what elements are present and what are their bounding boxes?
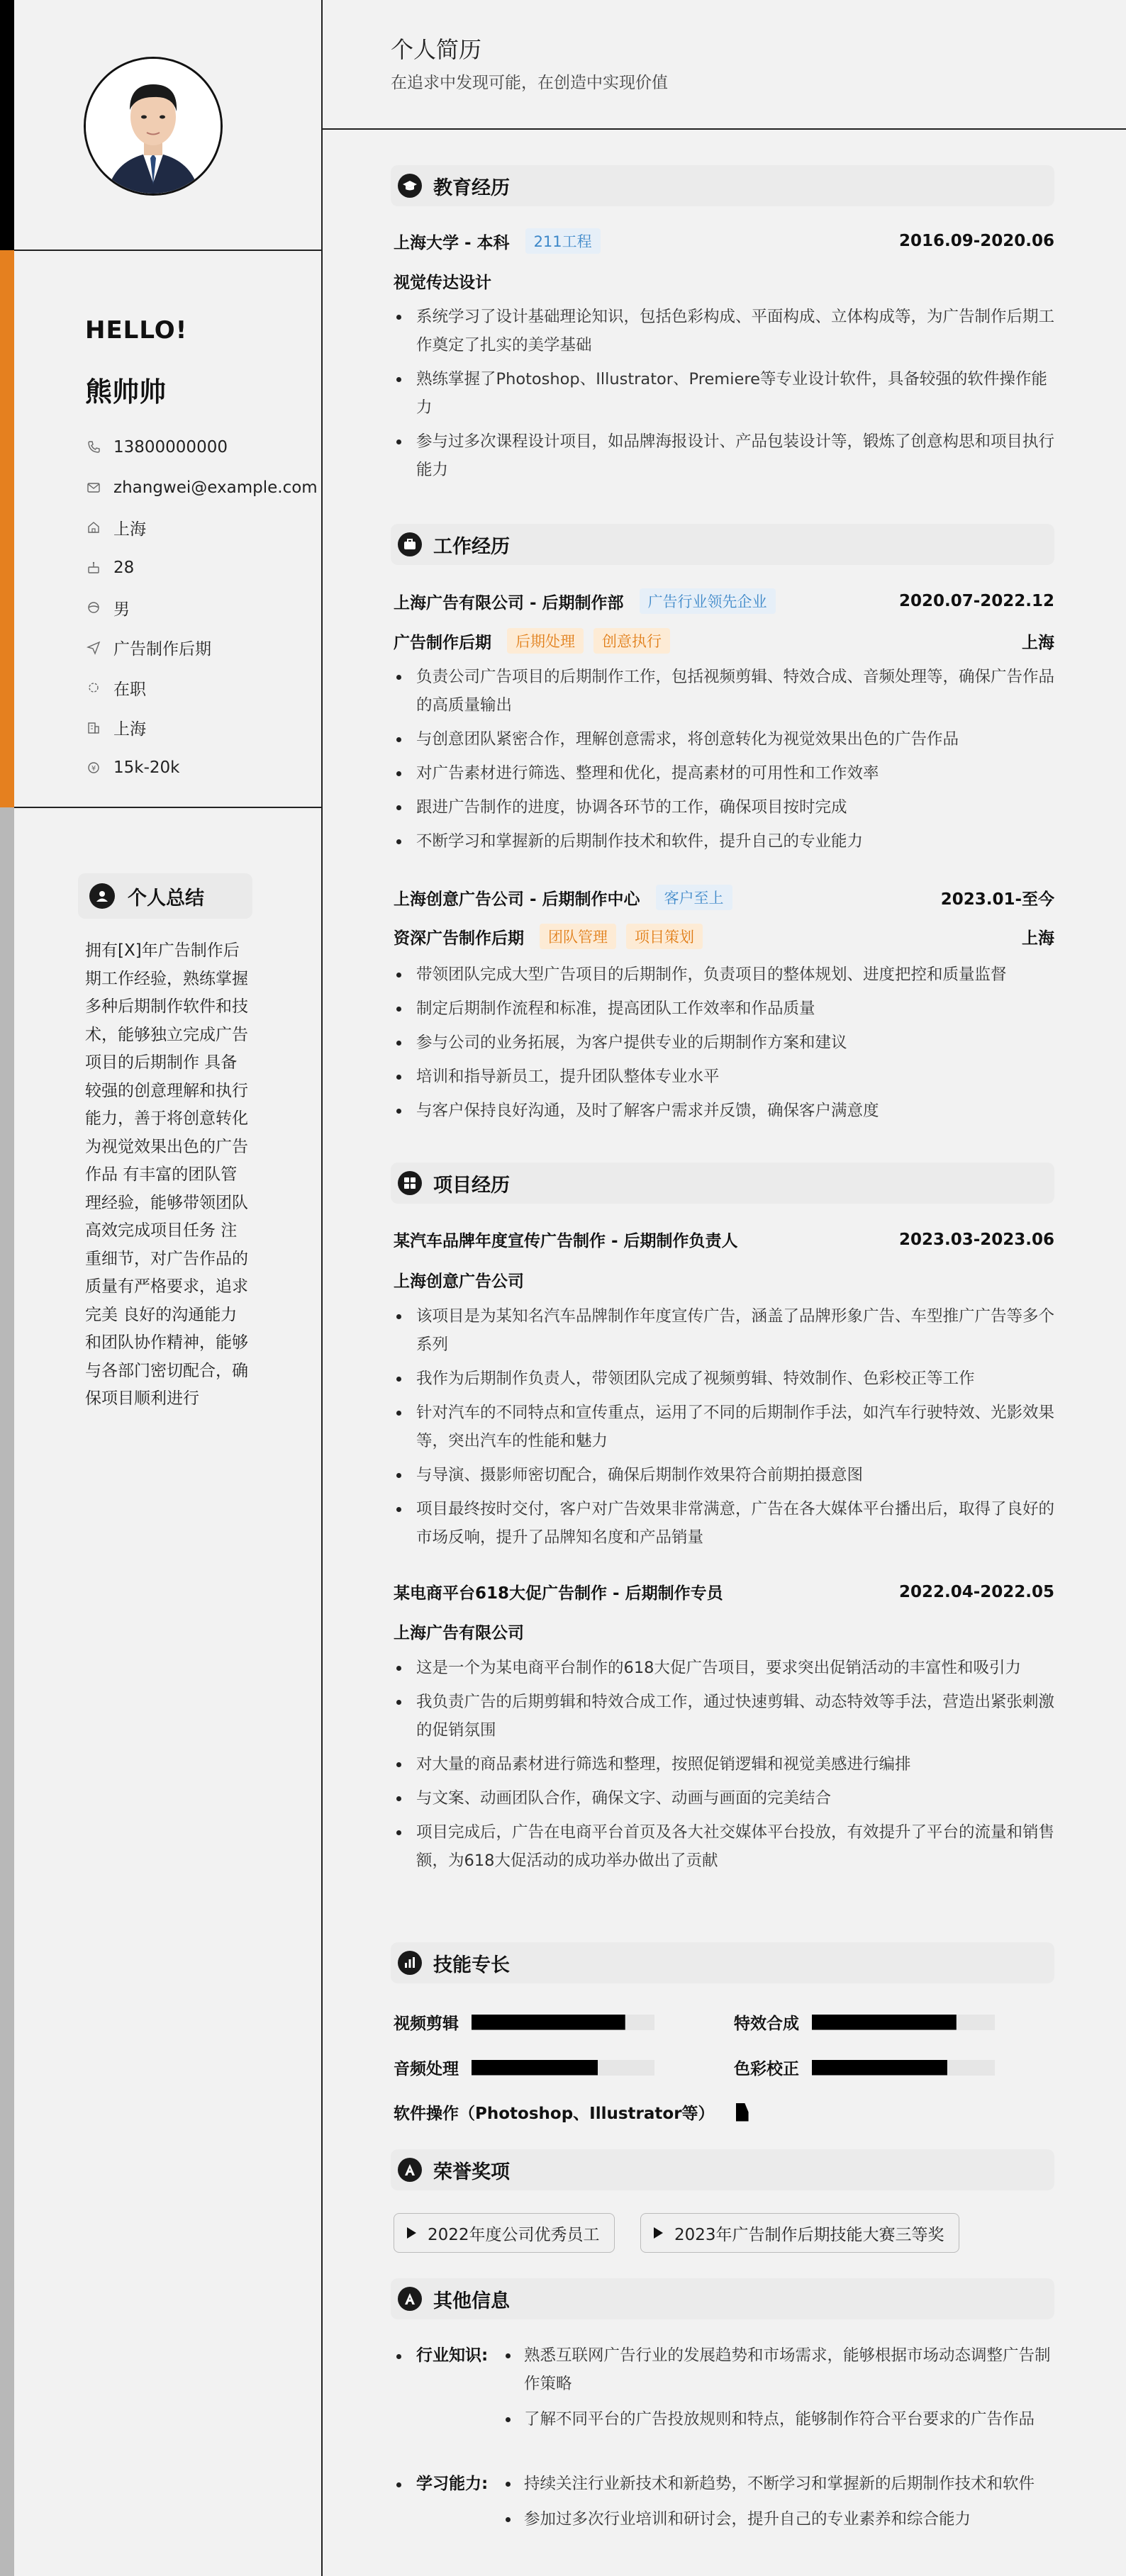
education-period: 2016.09-2020.06	[898, 232, 1054, 250]
header-divider	[323, 128, 1126, 130]
award-icon	[398, 2158, 422, 2182]
role-tag: 团队管理	[540, 924, 616, 949]
honors-header	[391, 2149, 1054, 2190]
salary-icon	[85, 759, 102, 776]
skill-fill	[812, 2015, 957, 2030]
send-icon	[85, 639, 102, 656]
list-item: 熟练掌握了Photoshop、Illustrator、Premiere等专业设计软件，具备较强的软件操作能力	[394, 365, 1054, 422]
other-info-key: 学习能力:	[416, 2475, 489, 2493]
skill-fill	[472, 2060, 598, 2076]
cake-icon	[85, 559, 102, 576]
job-points	[394, 961, 1054, 1131]
other-info-points	[501, 2470, 1054, 2541]
project-org: 上海广告有限公司	[394, 1624, 524, 1642]
list-item: 参加过多次行业培训和研讨会，提升自己的专业素养和综合能力	[501, 2505, 1054, 2533]
list-item: 与客户保持良好沟通，及时了解客户需求并反馈，确保客户满意度	[394, 1097, 1054, 1125]
education-points	[394, 303, 1054, 490]
list-item: 对广告素材进行筛选、整理和优化，提高素材的可用性和工作效率	[394, 759, 1054, 788]
project-points	[394, 1654, 1054, 1881]
role-tag: 创意执行	[593, 628, 670, 654]
skill-name: 视频剪辑	[394, 2015, 459, 2033]
home-icon	[85, 519, 102, 536]
bar-chart-icon	[398, 1951, 422, 1975]
honor-text: 2023年广告制作后期技能大赛三等奖	[674, 2225, 944, 2244]
summary-header	[78, 873, 252, 919]
list-item: 与导演、摄影师密切配合，确保后期制作效果符合前期拍摄意图	[394, 1461, 1054, 1489]
honors-title: 荣誉奖项	[433, 2161, 510, 2183]
work-title: 工作经历	[433, 535, 510, 558]
sidebar-accent-gray	[0, 807, 14, 2576]
building-icon	[85, 719, 102, 737]
page-title: 个人简历	[391, 36, 482, 63]
other-info-key: 行业知识:	[416, 2346, 489, 2365]
skill-fill	[812, 2060, 947, 2076]
projects-title: 项目经历	[433, 1174, 510, 1197]
list-item: 系统学习了设计基础理论知识，包括色彩构成、平面构成、立体构成等，为广告制作后期工作奠定了扎实的美学基础	[394, 303, 1054, 359]
skill-bar	[812, 2060, 995, 2076]
skill-item	[394, 2100, 749, 2124]
skill-item	[394, 2056, 654, 2079]
list-item: 对大量的商品素材进行筛选和整理，按照促销逻辑和视觉美感进行编排	[394, 1750, 1054, 1779]
info-phone	[85, 427, 318, 468]
skill-name: 色彩校正	[734, 2060, 799, 2078]
list-item: 带领团队完成大型广告项目的后期制作，负责项目的整体规划、进度把控和质量监督	[394, 961, 1054, 989]
info-a-icon	[398, 2287, 422, 2311]
page-subtitle: 在追求中发现可能，在创造中实现价值	[391, 74, 668, 92]
list-item: 培训和指导新员工，提升团队整体专业水平	[394, 1063, 1054, 1091]
info-text: 在职	[113, 680, 146, 699]
projects-header	[391, 1163, 1054, 1204]
avatar	[84, 57, 223, 196]
job-row	[394, 885, 1054, 910]
skill-bar	[472, 2060, 654, 2076]
job-company: 上海创意广告公司 - 后期制作中心	[394, 890, 640, 909]
info-text: 28	[113, 558, 135, 577]
list-item: 这是一个为某电商平台制作的618大促广告项目，要求突出促销活动的丰富性和吸引力	[394, 1654, 1054, 1682]
other-info-group	[394, 2341, 1054, 2441]
skill-item	[394, 2010, 654, 2034]
info-city	[85, 508, 318, 548]
list-item: 了解不同平台的广告投放规则和特点，能够制作符合平台要求的广告作品	[501, 2405, 1054, 2434]
skill-bar	[472, 2015, 654, 2030]
briefcase-icon	[398, 532, 422, 556]
list-item: 与创意团队紧密合作，理解创意需求，将创意转化为视觉效果出色的广告作品	[394, 725, 1054, 754]
work-header	[391, 524, 1054, 565]
info-text: 上海	[113, 520, 146, 539]
list-item: 跟进广告制作的进度，协调各环节的工作，确保项目按时完成	[394, 793, 1054, 822]
play-icon	[407, 2227, 416, 2239]
list-item: 持续关注行业新技术和新趋势，不断学习和掌握新的后期制作技术和软件	[501, 2470, 1054, 2498]
list-item: 参与过多次课程设计项目，如品牌海报设计、产品包装设计等，锻炼了创意构思和项目执行能力	[394, 427, 1054, 484]
info-text: 13800000000	[113, 438, 228, 457]
candidate-name: 熊帅帅	[85, 376, 167, 408]
sidebar-accent-orange	[0, 250, 14, 807]
list-item: 熟悉互联网广告行业的发展趋势和市场需求，能够根据市场动态调整广告制作策略	[501, 2341, 1054, 2398]
summary-title: 个人总结	[128, 887, 204, 909]
sidebar-divider	[14, 250, 323, 251]
other-info-group	[394, 2470, 1054, 2541]
summary-text: 拥有[X]年广告制作后期工作经验，熟练掌握多种后期制作软件和技术，能够独立完成广告项目的后期制作 具备较强的创意理解和执行能力，善于将创意转化为视觉效果出色的广告作品 有丰富的团队管理经验，能够带领团队高效完成项目任务 注重细节，对广告作品的质量有严格要求，追求完美 良好的沟通能力和团队协作精神，能够与各部门密切配合，确保项目顺利进行	[85, 941, 248, 1408]
other-info-header	[391, 2278, 1054, 2319]
job-tag: 广告行业领先企业	[640, 588, 776, 614]
skill-fill	[472, 2015, 625, 2030]
info-text: zhangwei@example.com	[113, 478, 318, 497]
user-icon	[89, 883, 115, 909]
info-text: 15k-20k	[113, 758, 180, 778]
contact-info-list	[85, 427, 318, 788]
school-name: 上海大学 - 本科	[394, 233, 510, 252]
project-row	[394, 1228, 1054, 1251]
job-role: 广告制作后期	[394, 633, 491, 652]
job-points	[394, 663, 1054, 861]
mail-icon	[85, 479, 102, 496]
info-position	[85, 628, 318, 668]
info-gender	[85, 588, 318, 628]
honor-text: 2022年度公司优秀员工	[428, 2225, 600, 2244]
project-org: 上海创意广告公司	[394, 1272, 524, 1291]
list-item: 不断学习和掌握新的后期制作技术和软件，提升自己的专业能力	[394, 827, 1054, 856]
job-city: 上海	[1022, 929, 1054, 948]
info-location	[85, 708, 318, 749]
play-icon	[654, 2227, 663, 2239]
skill-item	[734, 2056, 995, 2079]
other-info-title: 其他信息	[433, 2290, 510, 2312]
list-item: 我负责广告的后期剪辑和特效合成工作，通过快速剪辑、动态特效等手法，营造出紧张刺激的促销氛围	[394, 1688, 1054, 1745]
honor-badge	[394, 2213, 615, 2253]
skill-item	[734, 2010, 995, 2034]
list-item: 针对汽车的不同特点和宣传重点，运用了不同的后期制作手法，如汽车行驶特效、光影效果等，突出汽车的性能和魅力	[394, 1399, 1054, 1455]
project-period: 2023.03-2023.06	[898, 1230, 1054, 1249]
education-row	[394, 228, 1054, 254]
info-text: 男	[113, 600, 130, 619]
graduation-cap-icon	[398, 174, 422, 198]
project-name: 某汽车品牌年度宣传广告制作 - 后期制作负责人	[394, 1232, 738, 1250]
role-tag: 后期处理	[507, 628, 584, 654]
project-row	[394, 1580, 1054, 1603]
list-item	[394, 2470, 1054, 2541]
skills-header	[391, 1942, 1054, 1983]
list-item: 项目完成后，广告在电商平台首页及各大社交媒体平台投放，有效提升了平台的流量和销售额，为618大促活动的成功举办做出了贡献	[394, 1818, 1054, 1875]
info-age	[85, 548, 318, 588]
phone-icon	[85, 439, 102, 456]
puzzle-icon	[398, 1171, 422, 1195]
list-item: 制定后期制作流程和标准，提高团队工作效率和作品质量	[394, 995, 1054, 1023]
project-name: 某电商平台618大促广告制作 - 后期制作专员	[394, 1584, 723, 1603]
skill-name: 软件操作（Photoshop、Illustrator等）	[394, 2105, 715, 2123]
education-major: 视觉传达设计	[394, 274, 491, 292]
job-company: 上海广告有限公司 - 后期制作部	[394, 593, 624, 612]
list-item: 与文案、动画团队合作，确保文字、动画与画面的完美结合	[394, 1784, 1054, 1813]
role-tag: 项目策划	[626, 924, 703, 949]
info-text: 上海	[113, 720, 146, 739]
status-icon	[85, 679, 102, 696]
list-item	[394, 2341, 1054, 2441]
education-header	[391, 165, 1054, 206]
list-item: 该项目是为某知名汽车品牌制作年度宣传广告，涵盖了品牌形象广告、车型推广广告等多个系列	[394, 1302, 1054, 1359]
list-item: 负责公司广告项目的后期制作工作，包括视频剪辑、特效合成、音频处理等，确保广告作品的高质量输出	[394, 663, 1054, 719]
education-title: 教育经历	[433, 177, 510, 199]
info-email	[85, 468, 318, 508]
job-period: 2020.07-2022.12	[898, 592, 1054, 610]
info-salary	[85, 748, 318, 788]
skill-name: 特效合成	[734, 2015, 799, 2033]
sidebar-divider	[14, 807, 323, 808]
project-points	[394, 1302, 1054, 1557]
greeting: HELLO!	[85, 316, 188, 345]
svg-text:¥: ¥	[91, 765, 96, 773]
job-role: 资深广告制作后期	[394, 929, 524, 948]
project-period: 2022.04-2022.05	[898, 1582, 1054, 1601]
job-tag: 客户至上	[656, 885, 732, 910]
info-status	[85, 668, 318, 708]
skills-title: 技能专长	[433, 1954, 510, 1976]
honor-badge	[640, 2213, 959, 2253]
other-info-points	[501, 2341, 1054, 2441]
job-city: 上海	[1022, 633, 1054, 652]
school-tag: 211工程	[525, 228, 601, 254]
skill-name: 音频处理	[394, 2060, 459, 2078]
gender-icon	[85, 599, 102, 616]
skill-bar	[736, 2103, 749, 2122]
list-item: 我作为后期制作负责人，带领团队完成了视频剪辑、特效制作、色彩校正等工作	[394, 1365, 1054, 1393]
list-item: 项目最终按时交付，客户对广告效果非常满意，广告在各大媒体平台播出后，取得了良好的市场反响，提升了品牌知名度和产品销量	[394, 1495, 1054, 1552]
job-role-row	[394, 628, 1054, 654]
job-role-row	[394, 924, 1054, 949]
job-row	[394, 588, 1054, 614]
info-text: 广告制作后期	[113, 640, 211, 659]
list-item: 参与公司的业务拓展，为客户提供专业的后期制作方案和建议	[394, 1029, 1054, 1057]
skill-bar	[812, 2015, 995, 2030]
sidebar-accent-black	[0, 0, 14, 250]
job-period: 2023.01-至今	[940, 890, 1054, 909]
